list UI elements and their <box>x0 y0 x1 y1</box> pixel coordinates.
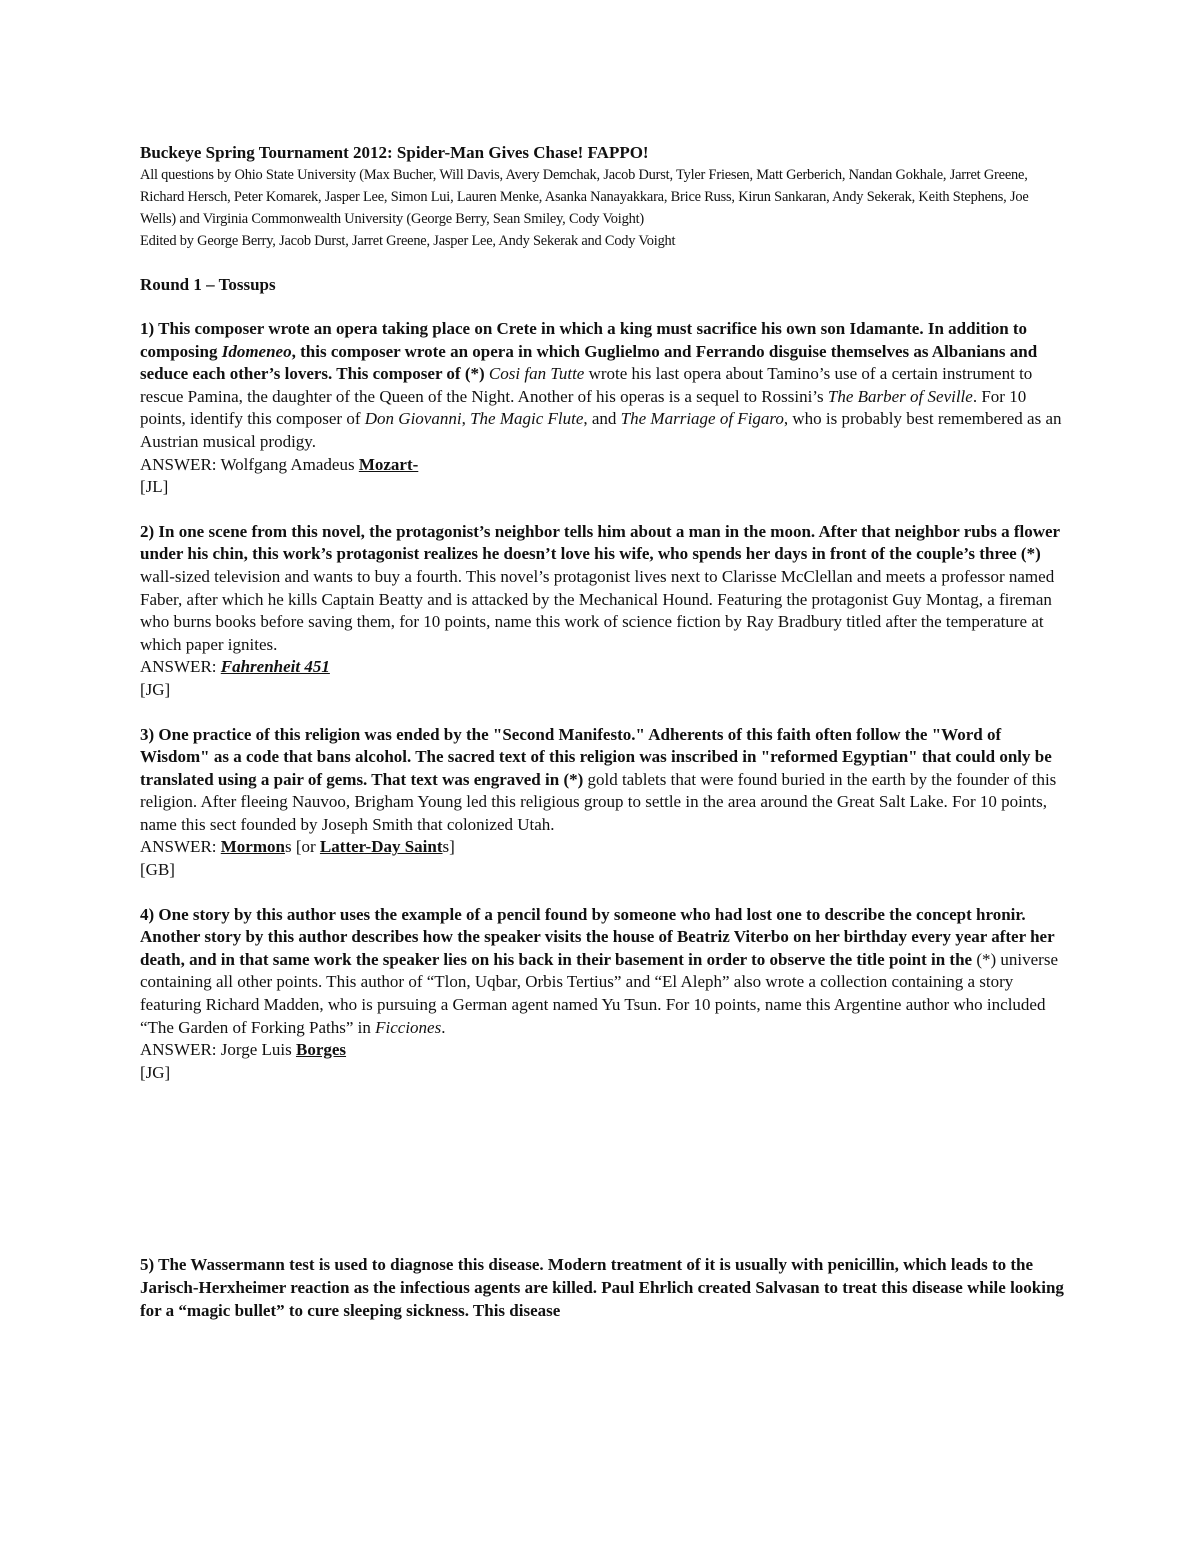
document-page <box>140 142 1065 1322</box>
question-lead: , this composer wrote an opera in which Guglielmo and Ferrando disguise themselves as Albanians and seduce each other’s lovers. This composer of (*) <box>140 341 1038 384</box>
tossup-3 <box>140 724 1065 882</box>
packet-title: Buckeye Spring Tournament 2012: Spider-Man Gives Chase! FAPPO! <box>140 143 649 162</box>
question-text <box>140 904 1065 1040</box>
answer-key: Mozart- <box>358 454 419 474</box>
answer-key: Borges <box>296 1040 347 1060</box>
question-body: , who is probably best remembered as an Austrian musical prodigy. <box>140 409 1062 451</box>
question-lead: 5) The Wassermann test is used to diagnose this disease. Modern treatment of it is usually with penicillin, which leads to the Jarisch-Herxheimer reaction as the infectious agents are killed. Paul Ehrlich created Salvasan to treat this disease while looking for a “magic bullet” to cure sleeping sickness. This disease <box>140 1255 1064 1320</box>
question-text <box>140 521 1065 657</box>
answer-prefix: ANSWER: Wolfgang Amadeus <box>140 454 359 474</box>
question-body: (*) universe containing all other points. This author of “Tlon, Uqbar, Orbis Tertius” and “El Aleph” also wrote a collection containing a story featuring Richard Madden, who is pursuing a German agent named Yu Tsun. For 10 points, name this Argentine author who included “The Garden of Forking Paths” in <box>140 949 1059 1037</box>
title-italic: Idomeneo <box>221 341 292 361</box>
tossup-1 <box>140 318 1065 499</box>
title-italic: Don Giovanni <box>364 409 462 429</box>
answer-text: s [or <box>284 837 320 857</box>
tossup-4 <box>140 904 1065 1085</box>
question-body: , and <box>583 409 621 429</box>
writer-tag: [GB] <box>140 860 175 880</box>
answer-prefix: ANSWER: <box>140 837 221 857</box>
question-text <box>140 318 1065 454</box>
question-lead: 3) One practice of this religion was ended by the "Second Manifesto." Adherents of this faith often follow the "Word of Wisdom" as a code that bans alcohol. The sacred text of this religion was inscribed in "reformed Egyptian" that could only be translated using a pair of gems. That text was engraved in (*) <box>140 724 1052 789</box>
title-italic: The Marriage of Figaro <box>620 409 784 429</box>
answer-key: Fahrenheit 451 <box>220 657 330 677</box>
answer-line <box>140 656 1065 679</box>
writer-tag: [JG] <box>140 679 171 699</box>
tossup-2 <box>140 521 1065 702</box>
question-text <box>140 724 1065 837</box>
title-italic: Cosi fan Tutte <box>488 364 585 384</box>
round-heading: Round 1 – Tossups <box>140 275 276 294</box>
title-italic: Ficciones <box>375 1017 442 1037</box>
writer-tag: [JL] <box>140 477 169 497</box>
answer-key: Mormon <box>220 837 285 857</box>
tossup-5 <box>140 1254 1065 1322</box>
answer-prefix: ANSWER: Jorge Luis <box>140 1040 296 1060</box>
answer-text: s] <box>442 837 455 857</box>
question-body: , <box>461 409 471 429</box>
author-credits: All questions by Ohio State University (Max Bucher, Will Davis, Avery Demchak, Jacob Durst, Tyler Friesen, Matt Gerberich, Nandan Gokhale, Jarret Greene, Richard Hersch, Peter Komarek, Jasper Lee, Simon Lui, Lauren Menke, Asanka Nanayakkara, Brice Russ, Kirun Sankaran, Andy Sekerak, Keith Stephens, Joe Wells) and Virginia Commonwealth University (George Berry, Sean Smiley, Cody Voight) <box>140 167 1029 227</box>
question-body: . <box>441 1017 446 1037</box>
answer-prefix: ANSWER: <box>140 657 221 677</box>
question-text <box>140 1254 1065 1322</box>
answer-key: Latter-Day Saint <box>319 837 443 857</box>
question-lead: 4) One story by this author uses the example of a pencil found by someone who had lost one to describe the concept hronir. Another story by this author describes how the speaker visits the house of Beatriz Viterbo on her birthday every year after her death, and in that same work the speaker lies on his back in their basement in order to observe the title point in the <box>140 904 1055 969</box>
answer-line <box>140 1039 1065 1062</box>
question-body: gold tablets that were found buried in the earth by the founder of this religion. After fleeing Nauvoo, Brigham Young led this religious group to settle in the area around the Great Salt Lake. For 10 points, name this sect founded by Joseph Smith that colonized Utah. <box>140 769 1057 834</box>
writer-tag: [JG] <box>140 1062 171 1082</box>
answer-line <box>140 836 1065 859</box>
question-lead: 1) This composer wrote an opera taking place on Crete in which a king must sacrifice his own son Idamante. In addition to composing <box>140 319 1028 361</box>
question-body: wrote his last opera about Tamino’s use of a certain instrument to rescue Pamina, the daughter of the Queen of the Night. Another of his operas is a sequel to Rossini’s <box>140 364 1033 406</box>
answer-line <box>140 454 1065 477</box>
question-body: wall-sized television and wants to buy a fourth. This novel’s protagonist lives next to Clarisse McClellan and meets a professor named Faber, after which he kills Captain Beatty and is attacked by the Mechanical Hound. Featuring the protagonist Guy Montag, a fireman who burns books before saving them, for 10 points, name this work of science fiction by Ray Bradbury titled after the temperature at which paper ignites. <box>140 566 1055 654</box>
question-lead: 2) In one scene from this novel, the protagonist’s neighbor tells him about a man in the moon. After that neighbor rubs a flower under his chin, this work’s protagonist realizes he doesn’t love his wife, who spends her days in front of the couple’s three (*) <box>140 521 1060 564</box>
title-italic: The Magic Flute <box>470 409 584 429</box>
editor-credits: Edited by George Berry, Jacob Durst, Jarret Greene, Jasper Lee, Andy Sekerak and Cody Voight <box>140 233 676 249</box>
title-italic: The Barber of Seville <box>827 386 973 406</box>
question-body: . For 10 points, identify this composer of <box>140 386 1027 429</box>
